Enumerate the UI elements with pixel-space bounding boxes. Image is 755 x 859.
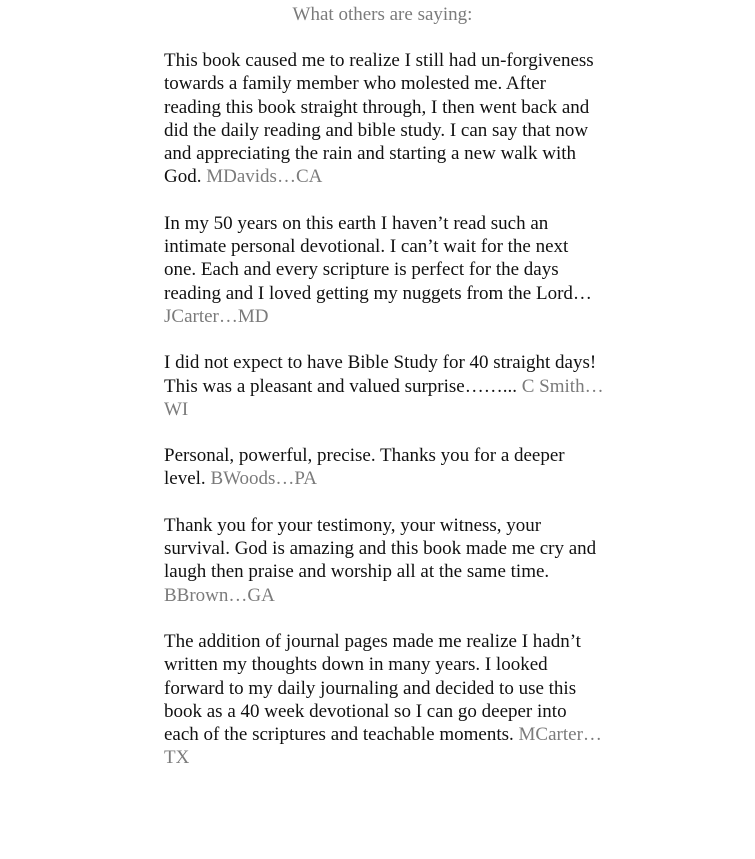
page-title: What others are saying: [292, 4, 473, 25]
testimonial-item [164, 444, 604, 491]
testimonial-item [164, 49, 604, 189]
testimonial-text: This book caused me to realize I still had un-forgiveness towards a family member who molested me. After reading this book straight through, I then went back and did the daily reading and bible study. I can say that now and appreciating the rain and starting a new walk with God. [164, 50, 594, 188]
testimonial-author: BWoods…PA [210, 468, 317, 490]
testimonial-item [164, 212, 604, 328]
testimonial-author: MDavids…CA [206, 166, 323, 188]
testimonial-item [164, 514, 604, 607]
testimonial-author: MCarter…TX [164, 724, 602, 769]
testimonial-text: Personal, powerful, precise. Thanks you for a deeper level. [164, 445, 565, 490]
testimonial-author: BBrown…GA [164, 584, 275, 606]
testimonial-author: C Smith…WI [164, 375, 604, 420]
testimonial-item [164, 630, 604, 770]
testimonial-item [164, 351, 604, 421]
testimonial-text: The addition of journal pages made me realize I hadn’t written my thoughts down in many years. I looked forward to my daily journaling and decided to use this book as a 40 week devotional so I can go deeper into each of the scriptures and teachable moments. [164, 630, 581, 746]
testimonial-text: In my 50 years on this earth I haven’t read such an intimate personal devotional. I can’t wait for the next one. Each and every scripture is perfect for the days reading and I loved getting my nuggets from the Lord… [164, 212, 592, 304]
testimonial-author: JCarter…MD [164, 305, 269, 327]
testimonial-text: I did not expect to have Bible Study for 40 straight days! This was a pleasant and valued surprise……... [164, 352, 597, 397]
testimonial-text: Thank you for your testimony, your witness, your survival. God is amazing and this book made me cry and laugh then praise and worship all at the same time. [164, 514, 597, 583]
testimonials-list [164, 49, 604, 793]
